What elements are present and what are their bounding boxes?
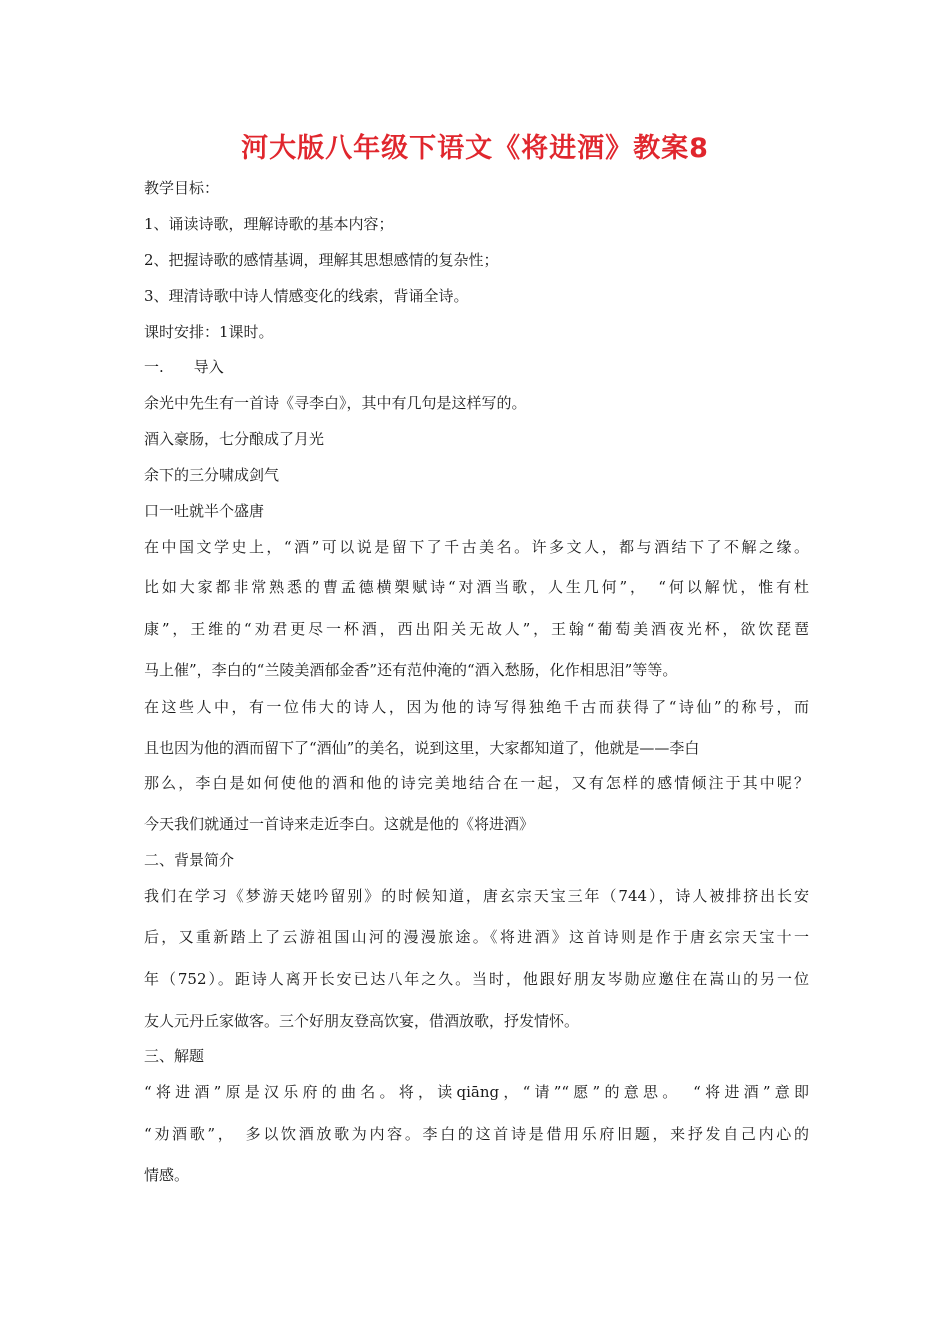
text-line: “劝酒歌”， 多以饮酒放歌为内容。李白的这首诗是借用乐府旧题，来抒发自己内心的 <box>144 1125 809 1143</box>
text-line: 2、把握诗歌的感情基调，理解其思想感情的复杂性； <box>144 251 499 269</box>
text-line: 马上催”，李白的“兰陵美酒郁金香”还有范仲淹的“酒入愁肠，化作相思泪”等等。 <box>144 661 678 679</box>
text-line: 1、诵读诗歌，理解诗歌的基本内容； <box>144 215 394 233</box>
section-heading: 一. 导入 <box>144 358 224 376</box>
section-heading: 三、解题 <box>144 1047 205 1065</box>
poem-line: 余下的三分啸成剑气 <box>144 466 280 484</box>
text-line: 友人元丹丘家做客。三个好朋友登高饮宴，借酒放歌，抒发情怀。 <box>144 1012 580 1030</box>
section-heading: 二、背景简介 <box>144 851 235 869</box>
text-line: 比如大家都非常熟悉的曹孟德横槊赋诗“对酒当歌，人生几何”， “何以解忧，惟有杜 <box>144 578 809 596</box>
poem-line: 口一吐就半个盛唐 <box>144 502 265 520</box>
text-line: 教学目标： <box>144 179 220 197</box>
text-line: 那么，李白是如何使他的酒和他的诗完美地结合在一起，又有怎样的感情倾注于其中呢？ <box>144 774 809 792</box>
text-line: 康”，王维的“劝君更尽一杯酒，西出阳关无故人”，王翰“葡萄美酒夜光杯，欲饮琵琶 <box>144 620 809 638</box>
text-line: 3、理清诗歌中诗人情感变化的线索，背诵全诗。 <box>144 287 469 305</box>
text-line: 年（752）。距诗人离开长安已达八年之久。当时，他跟好朋友岑勋应邀住在嵩山的另一位 <box>144 970 809 988</box>
text-line: 余光中先生有一首诗《寻李白》，其中有几句是这样写的。 <box>144 394 527 412</box>
text-line: “将进酒”原是汉乐府的曲名。将，读qiāng，“请”“愿”的意思。 “将进酒”意即 <box>144 1083 809 1101</box>
text-line: 我们在学习《梦游天姥吟留别》的时候知道，唐玄宗天宝三年（744），诗人被排挤出长安 <box>144 887 809 905</box>
text-line: 且也因为他的酒而留下了“酒仙”的美名，说到这里，大家都知道了，他就是——李白 <box>144 739 700 757</box>
text-line: 在中国文学史上，“酒”可以说是留下了千古美名。许多文人，都与酒结下了不解之缘。 <box>144 538 809 556</box>
text-line: 课时安排：1课时。 <box>144 323 274 341</box>
poem-line: 酒入豪肠，七分酿成了月光 <box>144 430 325 448</box>
text-line: 今天我们就通过一首诗来走近李白。这就是他的《将进酒》 <box>144 815 535 833</box>
text-line: 在这些人中，有一位伟大的诗人，因为他的诗写得独绝千古而获得了“诗仙”的称号，而 <box>144 698 809 716</box>
text-line: 情感。 <box>144 1166 190 1184</box>
text-line: 后，又重新踏上了云游祖国山河的漫漫旅途。《将进酒》这首诗则是作于唐玄宗天宝十一 <box>144 928 809 946</box>
document-title: 河大版八年级下语文《将进酒》教案8 <box>241 133 709 164</box>
